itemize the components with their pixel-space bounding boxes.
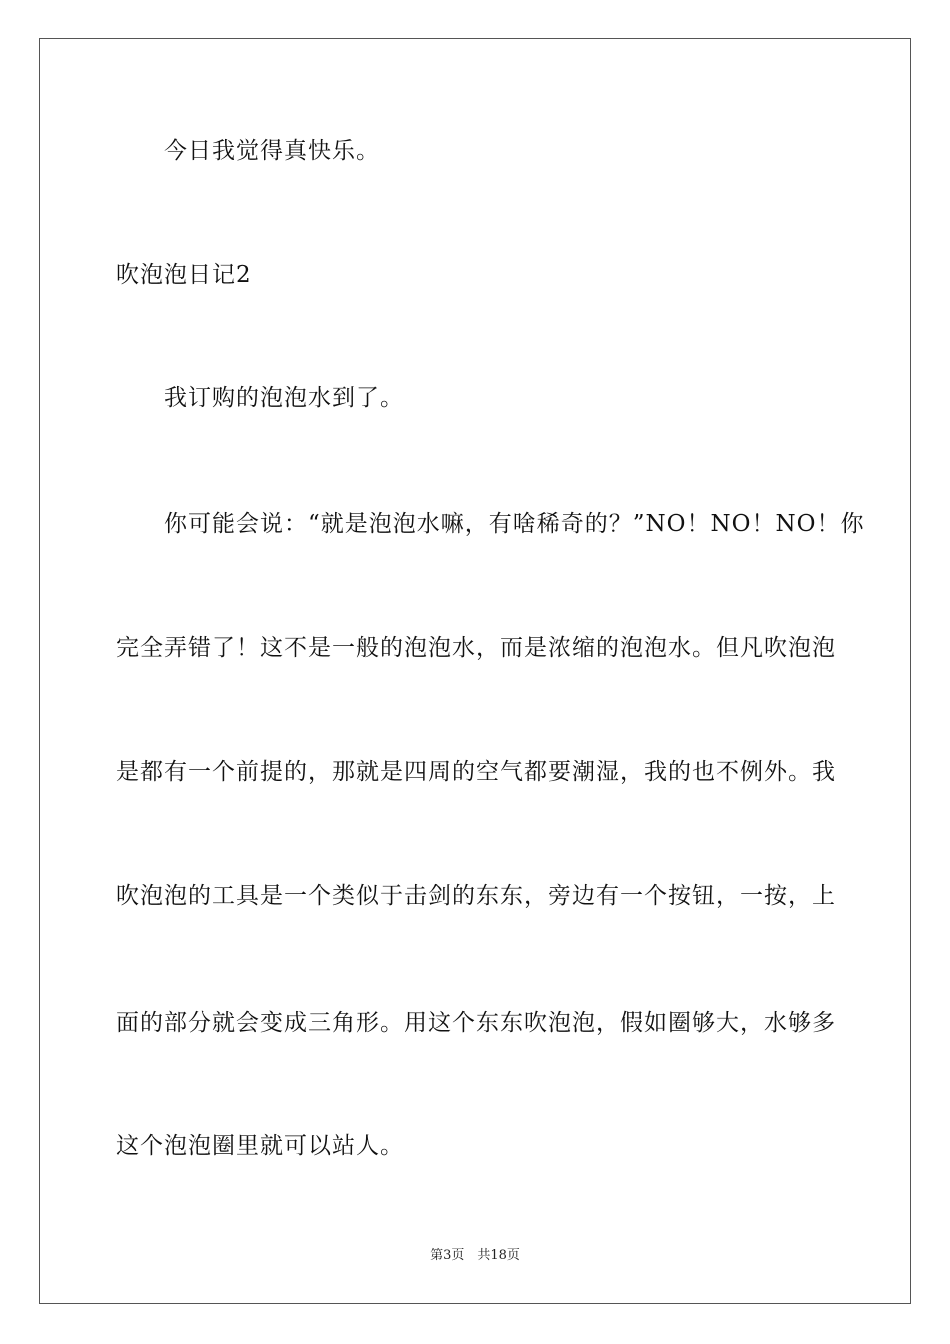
paragraph-line: 这个泡泡圈里就可以站人。 (116, 1133, 404, 1159)
paragraph-line: 完全弄错了！这不是一般的泡泡水，而是浓缩的泡泡水。但凡吹泡泡 (116, 635, 836, 661)
paragraph-line: 吹泡泡的工具是一个类似于击剑的东东，旁边有一个按钮，一按，上 (116, 883, 836, 909)
paragraph-line: 你可能会说：“就是泡泡水嘛，有啥稀奇的？”NO！NO！NO！你 (164, 511, 865, 537)
page-number-footer: 第3页 共18页 (430, 1248, 520, 1263)
paragraph-line: 面的部分就会变成三角形。用这个东东吹泡泡，假如圈够大，水够多 (116, 1010, 836, 1036)
paragraph-line: 今日我觉得真快乐。 (164, 138, 380, 164)
paragraph-line: 是都有一个前提的，那就是四周的空气都要潮湿，我的也不例外。我 (116, 759, 836, 785)
section-heading: 吹泡泡日记2 (116, 262, 252, 288)
paragraph-line: 我订购的泡泡水到了。 (164, 385, 404, 411)
page-border (39, 38, 911, 1304)
